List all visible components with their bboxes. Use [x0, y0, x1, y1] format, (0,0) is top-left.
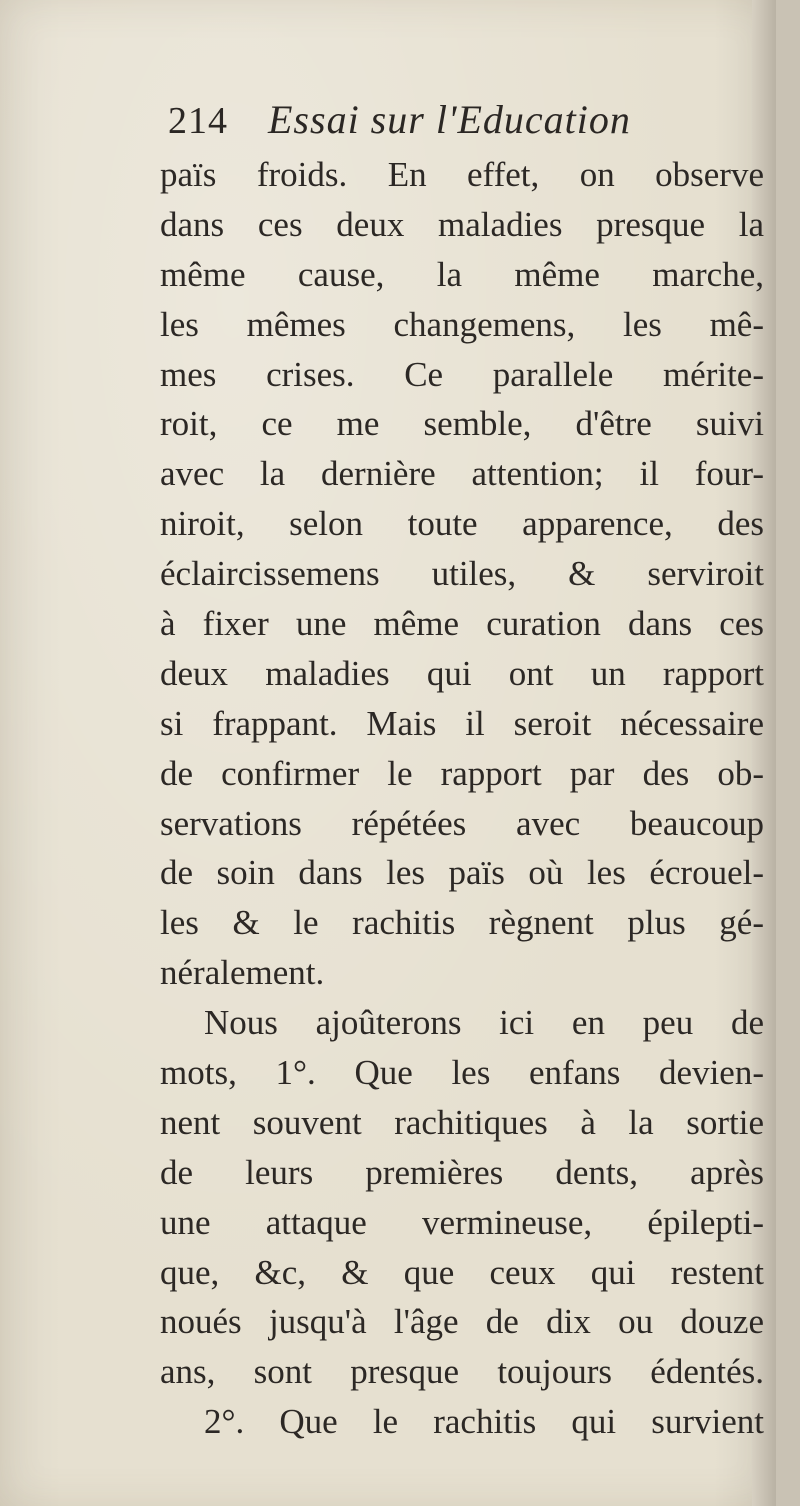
text-line: niroit, selon toute apparence, des: [160, 504, 764, 544]
text-line: roit, ce me semble, d'être suivi: [160, 404, 764, 444]
text-line: noués jusqu'à l'âge de dix ou douze: [160, 1302, 764, 1342]
paragraph-start-line: Nous ajoûterons ici en peu de: [204, 1003, 764, 1043]
page-header: [168, 96, 631, 146]
running-title: Essai sur l'Education: [268, 97, 631, 142]
body-text: [160, 150, 764, 1447]
text-line: mots, 1°. Que les enfans devien-: [160, 1053, 764, 1093]
text-line: mes crises. Ce parallele mérite-: [160, 354, 764, 394]
text-line: une attaque vermineuse, épilepti-: [160, 1202, 764, 1242]
text-line: même cause, la même marche,: [160, 254, 764, 294]
paragraph-end-line: néralement.: [160, 953, 325, 993]
text-line: si frappant. Mais il seroit nécessaire: [160, 703, 764, 743]
text-line: les & le rachitis règnent plus gé-: [160, 903, 764, 943]
text-line: servations répétées avec beaucoup: [160, 803, 764, 843]
text-line: avec la dernière attention; il four-: [160, 454, 764, 494]
text-line: de confirmer le rapport par des ob-: [160, 753, 764, 793]
text-line: de leurs premières dents, après: [160, 1152, 764, 1192]
text-line: ans, sont presque toujours édentés.: [160, 1352, 764, 1392]
text-line: deux maladies qui ont un rapport: [160, 653, 764, 693]
text-line: nent souvent rachitiques à la sortie: [160, 1102, 764, 1142]
text-line: à fixer une même curation dans ces: [160, 604, 764, 644]
text-line: dans ces deux maladies presque la: [160, 204, 764, 244]
paragraph-start-line: 2°. Que le rachitis qui survient: [204, 1402, 764, 1442]
text-line: les mêmes changemens, les mê-: [160, 304, 764, 344]
text-line: que, &c, & que ceux qui restent: [160, 1252, 764, 1292]
page-number: 214: [168, 100, 228, 142]
text-line: de soin dans les païs où les écrouel-: [160, 853, 764, 893]
text-line: païs froids. En effet, on observe: [160, 155, 764, 194]
text-line: éclaircissemens utiles, & serviroit: [160, 554, 764, 594]
